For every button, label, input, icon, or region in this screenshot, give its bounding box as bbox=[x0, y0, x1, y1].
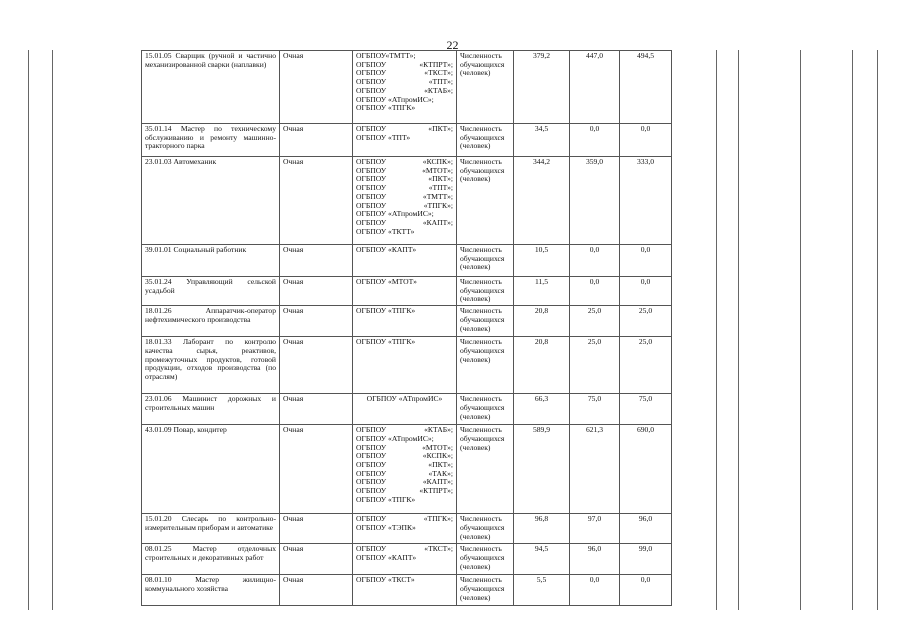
table-row bbox=[142, 544, 672, 575]
indicator-cell: Численность обучающихся (человек) bbox=[457, 544, 514, 575]
column-rule bbox=[716, 50, 717, 610]
value-cell-1: 34,5 bbox=[514, 124, 570, 157]
study-form-cell: Очная bbox=[280, 425, 353, 514]
organization-name: ОГБПОУ «АТпромИС» bbox=[366, 395, 443, 404]
organization-line bbox=[356, 246, 453, 255]
organization-line bbox=[356, 61, 453, 70]
organization-abbr: «КТПРТ»; bbox=[419, 60, 453, 69]
organization-abbr: «КТПРТ»; bbox=[419, 487, 453, 496]
value-cell-2: 96,0 bbox=[570, 544, 620, 575]
table-row bbox=[142, 157, 672, 245]
value-cell-1: 379,2 bbox=[514, 51, 570, 124]
organizations-cell bbox=[353, 277, 457, 306]
value-cell-1: 20,8 bbox=[514, 306, 570, 337]
organization-line bbox=[356, 444, 453, 453]
specialty-cell: 18.01.26 Аппаратчик-оператор нефтехимического производства bbox=[142, 306, 280, 337]
organization-name: ОГБПОУ bbox=[356, 86, 387, 95]
organization-name: ОГБПОУ «АТпромИС»; bbox=[356, 95, 434, 104]
value-cell-2: 447,0 bbox=[570, 51, 620, 124]
organization-name: ОГБПОУ «ТПГК» bbox=[356, 104, 416, 113]
organization-line bbox=[356, 193, 453, 202]
value-cell-2: 0,0 bbox=[570, 124, 620, 157]
organization-abbr: «МТОТ»; bbox=[422, 443, 453, 452]
specialty-cell: 08.01.25 Мастер отделочных строительных и декоративных работ bbox=[142, 544, 280, 575]
value-cell-2: 25,0 bbox=[570, 337, 620, 394]
specialty-cell: 08.01.10 Мастер жилищно-коммунального хозяйства bbox=[142, 575, 280, 606]
organization-line bbox=[356, 576, 453, 585]
organization-line bbox=[356, 228, 453, 237]
specialty-cell: 23.01.03 Автомеханик bbox=[142, 157, 280, 245]
value-cell-3: 75,0 bbox=[620, 394, 672, 425]
organization-name: ОГБПОУ bbox=[356, 166, 387, 175]
column-rule bbox=[800, 50, 801, 610]
value-cell-1: 11,5 bbox=[514, 277, 570, 306]
organization-name: ОГБПОУ«ТМТТ»; bbox=[356, 52, 416, 60]
organization-name: ОГБПОУ bbox=[356, 192, 387, 201]
organization-name: ОГБПОУ bbox=[356, 78, 387, 87]
table-row bbox=[142, 575, 672, 606]
organization-name: ОГБПОУ bbox=[356, 60, 387, 69]
indicator-cell: Численность обучающихся (человек) bbox=[457, 306, 514, 337]
organization-line bbox=[356, 278, 453, 287]
organization-name: ОГБПОУ «АТпромИС»; bbox=[356, 434, 434, 443]
organization-name: ОГБПОУ bbox=[356, 515, 387, 524]
study-form-cell: Очная bbox=[280, 394, 353, 425]
organization-line bbox=[356, 184, 453, 193]
organization-line bbox=[356, 134, 453, 143]
organization-abbr: «КСПК»; bbox=[422, 158, 453, 166]
organization-line bbox=[356, 96, 453, 105]
indicator-cell: Численность обучающихся (человек) bbox=[457, 514, 514, 544]
indicator-cell: Численность обучающихся (человек) bbox=[457, 575, 514, 606]
organization-name: ОГБПОУ «ТПГК» bbox=[356, 307, 416, 316]
organization-line bbox=[356, 478, 453, 487]
organization-name: ОГБПОУ bbox=[356, 125, 387, 133]
value-cell-2: 621,3 bbox=[570, 425, 620, 514]
specialty-cell: 39.01.01 Социальный работник bbox=[142, 245, 280, 277]
organization-abbr: «ТМТТ»; bbox=[422, 192, 453, 201]
organization-name: ОГБПОУ bbox=[356, 201, 387, 210]
indicator-cell: Численность обучающихся (человек) bbox=[457, 157, 514, 245]
organization-abbr: «КАПТ»; bbox=[422, 478, 453, 487]
value-cell-3: 96,0 bbox=[620, 514, 672, 544]
specialty-cell: 15.01.20 Слесарь по контрольно-измерительным приборам и автоматике bbox=[142, 514, 280, 544]
organization-line bbox=[356, 426, 453, 435]
organization-abbr: «КТАБ»; bbox=[424, 86, 453, 95]
organizations-cell bbox=[353, 425, 457, 514]
organizations-cell bbox=[353, 337, 457, 394]
organizations-cell bbox=[353, 51, 457, 124]
organization-line bbox=[356, 202, 453, 211]
left-border-rule bbox=[28, 50, 29, 610]
organization-name: ОГБПОУ bbox=[356, 460, 387, 469]
organizations-cell bbox=[353, 575, 457, 606]
value-cell-1: 5,5 bbox=[514, 575, 570, 606]
organization-line bbox=[356, 78, 453, 87]
value-cell-3: 25,0 bbox=[620, 306, 672, 337]
organization-name: ОГБПОУ bbox=[356, 452, 387, 461]
organization-abbr: «КСПК»; bbox=[422, 452, 453, 461]
value-cell-2: 0,0 bbox=[570, 245, 620, 277]
table-row bbox=[142, 51, 672, 124]
organization-line bbox=[356, 219, 453, 228]
value-cell-3: 690,0 bbox=[620, 425, 672, 514]
organizations-cell bbox=[353, 124, 457, 157]
indicator-cell: Численность обучающихся (человек) bbox=[457, 277, 514, 306]
organization-abbr: «МТОТ»; bbox=[422, 166, 453, 175]
value-cell-3: 0,0 bbox=[620, 124, 672, 157]
specialty-cell: 18.01.33 Лаборант по контролю качества сырья, реактивов, промежуточных продуктов, готовой продукции, отходов производства (по отраслям) bbox=[142, 337, 280, 394]
programs-table bbox=[141, 50, 672, 606]
organization-abbr: «ТПТ»; bbox=[428, 184, 453, 193]
organization-name: ОГБПОУ bbox=[356, 487, 387, 496]
organization-line bbox=[356, 52, 453, 61]
value-cell-2: 75,0 bbox=[570, 394, 620, 425]
study-form-cell: Очная bbox=[280, 514, 353, 544]
organization-name: ОГБПОУ bbox=[356, 69, 387, 78]
organization-line bbox=[356, 435, 453, 444]
study-form-cell: Очная bbox=[280, 306, 353, 337]
organization-line bbox=[356, 87, 453, 96]
organization-line bbox=[356, 69, 453, 78]
study-form-cell: Очная bbox=[280, 544, 353, 575]
table-row bbox=[142, 394, 672, 425]
organization-name: ОГБПОУ bbox=[356, 469, 387, 478]
column-rule bbox=[852, 50, 853, 610]
study-form-cell: Очная bbox=[280, 51, 353, 124]
indicator-cell: Численность обучающихся (человек) bbox=[457, 51, 514, 124]
organization-line bbox=[356, 104, 453, 113]
page-number: 22 bbox=[446, 38, 459, 52]
organization-name: ОГБПОУ bbox=[356, 184, 387, 193]
organizations-cell bbox=[353, 157, 457, 245]
study-form-cell: Очная bbox=[280, 337, 353, 394]
organization-line bbox=[356, 175, 453, 184]
organizations-cell bbox=[353, 306, 457, 337]
organization-abbr: «ТАК»; bbox=[428, 469, 453, 478]
right-border-rule bbox=[877, 50, 878, 610]
organization-name: ОГБПОУ «ТКСТ» bbox=[356, 576, 415, 585]
organization-name: ОГБПОУ «КАПТ» bbox=[356, 246, 417, 254]
value-cell-3: 0,0 bbox=[620, 575, 672, 606]
organizations-cell bbox=[353, 245, 457, 277]
organization-name: ОГБПОУ «ТПГК» bbox=[356, 495, 416, 504]
value-cell-3: 494,5 bbox=[620, 51, 672, 124]
organization-abbr: «ПКТ»; bbox=[428, 175, 453, 184]
organization-abbr: «КТАБ»; bbox=[424, 426, 453, 435]
value-cell-2: 0,0 bbox=[570, 277, 620, 306]
organization-abbr: «ТКСТ»; bbox=[424, 69, 453, 78]
specialty-cell: 35.01.24 Управляющий сельской усадьбой bbox=[142, 277, 280, 306]
organization-line bbox=[356, 515, 453, 524]
specialty-cell: 43.01.09 Повар, кондитер bbox=[142, 425, 280, 514]
organization-line bbox=[356, 125, 453, 134]
organization-line bbox=[356, 307, 453, 316]
organization-abbr: «ПКТ»; bbox=[428, 460, 453, 469]
organization-name: ОГБПОУ bbox=[356, 478, 387, 487]
organization-abbr: «ПКТ»; bbox=[428, 125, 453, 133]
programs-table-body bbox=[142, 51, 672, 606]
organization-line bbox=[356, 210, 453, 219]
value-cell-1: 10,5 bbox=[514, 245, 570, 277]
organization-abbr: «ТПГК»; bbox=[423, 201, 453, 210]
organization-line bbox=[356, 158, 453, 167]
value-cell-2: 0,0 bbox=[570, 575, 620, 606]
indicator-cell: Численность обучающихся (человек) bbox=[457, 394, 514, 425]
value-cell-1: 589,9 bbox=[514, 425, 570, 514]
indicator-cell: Численность обучающихся (человек) bbox=[457, 124, 514, 157]
organization-line bbox=[356, 496, 453, 505]
study-form-cell: Очная bbox=[280, 124, 353, 157]
organizations-cell bbox=[353, 544, 457, 575]
organization-line bbox=[356, 487, 453, 496]
organization-abbr: «ТПТ»; bbox=[428, 78, 453, 87]
specialty-cell: 35.01.14 Мастер по техническому обслуживанию и ремонту машинно-тракторного парка bbox=[142, 124, 280, 157]
organization-abbr: «ТПГК»; bbox=[423, 515, 453, 524]
organization-line bbox=[356, 554, 453, 563]
table-row bbox=[142, 425, 672, 514]
organization-line bbox=[356, 545, 453, 554]
specialty-cell: 23.01.06 Машинист дорожных и строительных машин bbox=[142, 394, 280, 425]
organization-name: ОГБПОУ bbox=[356, 218, 387, 227]
table-row bbox=[142, 514, 672, 544]
organization-name: ОГБПОУ bbox=[356, 175, 387, 184]
organization-line bbox=[356, 452, 453, 461]
organization-line bbox=[356, 461, 453, 470]
value-cell-1: 344,2 bbox=[514, 157, 570, 245]
organization-name: ОГБПОУ «КАПТ» bbox=[356, 553, 417, 562]
value-cell-2: 25,0 bbox=[570, 306, 620, 337]
table-row bbox=[142, 337, 672, 394]
value-cell-1: 66,3 bbox=[514, 394, 570, 425]
value-cell-3: 99,0 bbox=[620, 544, 672, 575]
value-cell-3: 25,0 bbox=[620, 337, 672, 394]
study-form-cell: Очная bbox=[280, 575, 353, 606]
organization-name: ОГБПОУ «ТПТ» bbox=[356, 133, 411, 142]
column-rule bbox=[738, 50, 739, 610]
indicator-cell: Численность обучающихся (человек) bbox=[457, 337, 514, 394]
organization-line bbox=[356, 470, 453, 479]
organization-abbr: «КАПТ»; bbox=[422, 218, 453, 227]
table-row bbox=[142, 277, 672, 306]
organization-name: ОГБПОУ bbox=[356, 443, 387, 452]
organization-name: ОГБПОУ «МТОТ» bbox=[356, 278, 417, 286]
organization-line bbox=[356, 524, 453, 533]
study-form-cell: Очная bbox=[280, 245, 353, 277]
value-cell-1: 96,8 bbox=[514, 514, 570, 544]
organization-name: ОГБПОУ «ТЭПК» bbox=[356, 523, 416, 532]
organization-name: ОГБПОУ bbox=[356, 158, 387, 166]
organizations-cell bbox=[353, 394, 457, 425]
table-row bbox=[142, 306, 672, 337]
study-form-cell: Очная bbox=[280, 277, 353, 306]
value-cell-3: 0,0 bbox=[620, 245, 672, 277]
organization-name: ОГБПОУ bbox=[356, 545, 387, 554]
value-cell-2: 97,0 bbox=[570, 514, 620, 544]
organization-line bbox=[356, 338, 453, 347]
value-cell-3: 0,0 bbox=[620, 277, 672, 306]
indicator-cell: Численность обучающихся (человек) bbox=[457, 425, 514, 514]
organization-name: ОГБПОУ «ТПГК» bbox=[356, 338, 416, 347]
table-row bbox=[142, 124, 672, 157]
specialty-cell: 15.01.05 Сварщик (ручной и частично механизированной сварки (наплавки) bbox=[142, 51, 280, 124]
organizations-cell bbox=[353, 514, 457, 544]
left-border-rule bbox=[52, 50, 53, 610]
organization-line bbox=[356, 395, 453, 404]
value-cell-3: 333,0 bbox=[620, 157, 672, 245]
organization-abbr: «ТКСТ»; bbox=[424, 545, 453, 554]
table-row bbox=[142, 245, 672, 277]
organization-name: ОГБПОУ «АТпромИС»; bbox=[356, 210, 434, 219]
value-cell-1: 94,5 bbox=[514, 544, 570, 575]
organization-name: ОГБПОУ «ТКТТ» bbox=[356, 227, 415, 236]
organization-line bbox=[356, 167, 453, 176]
value-cell-1: 20,8 bbox=[514, 337, 570, 394]
indicator-cell: Численность обучающихся (человек) bbox=[457, 245, 514, 277]
value-cell-2: 359,0 bbox=[570, 157, 620, 245]
organization-name: ОГБПОУ bbox=[356, 426, 387, 435]
study-form-cell: Очная bbox=[280, 157, 353, 245]
